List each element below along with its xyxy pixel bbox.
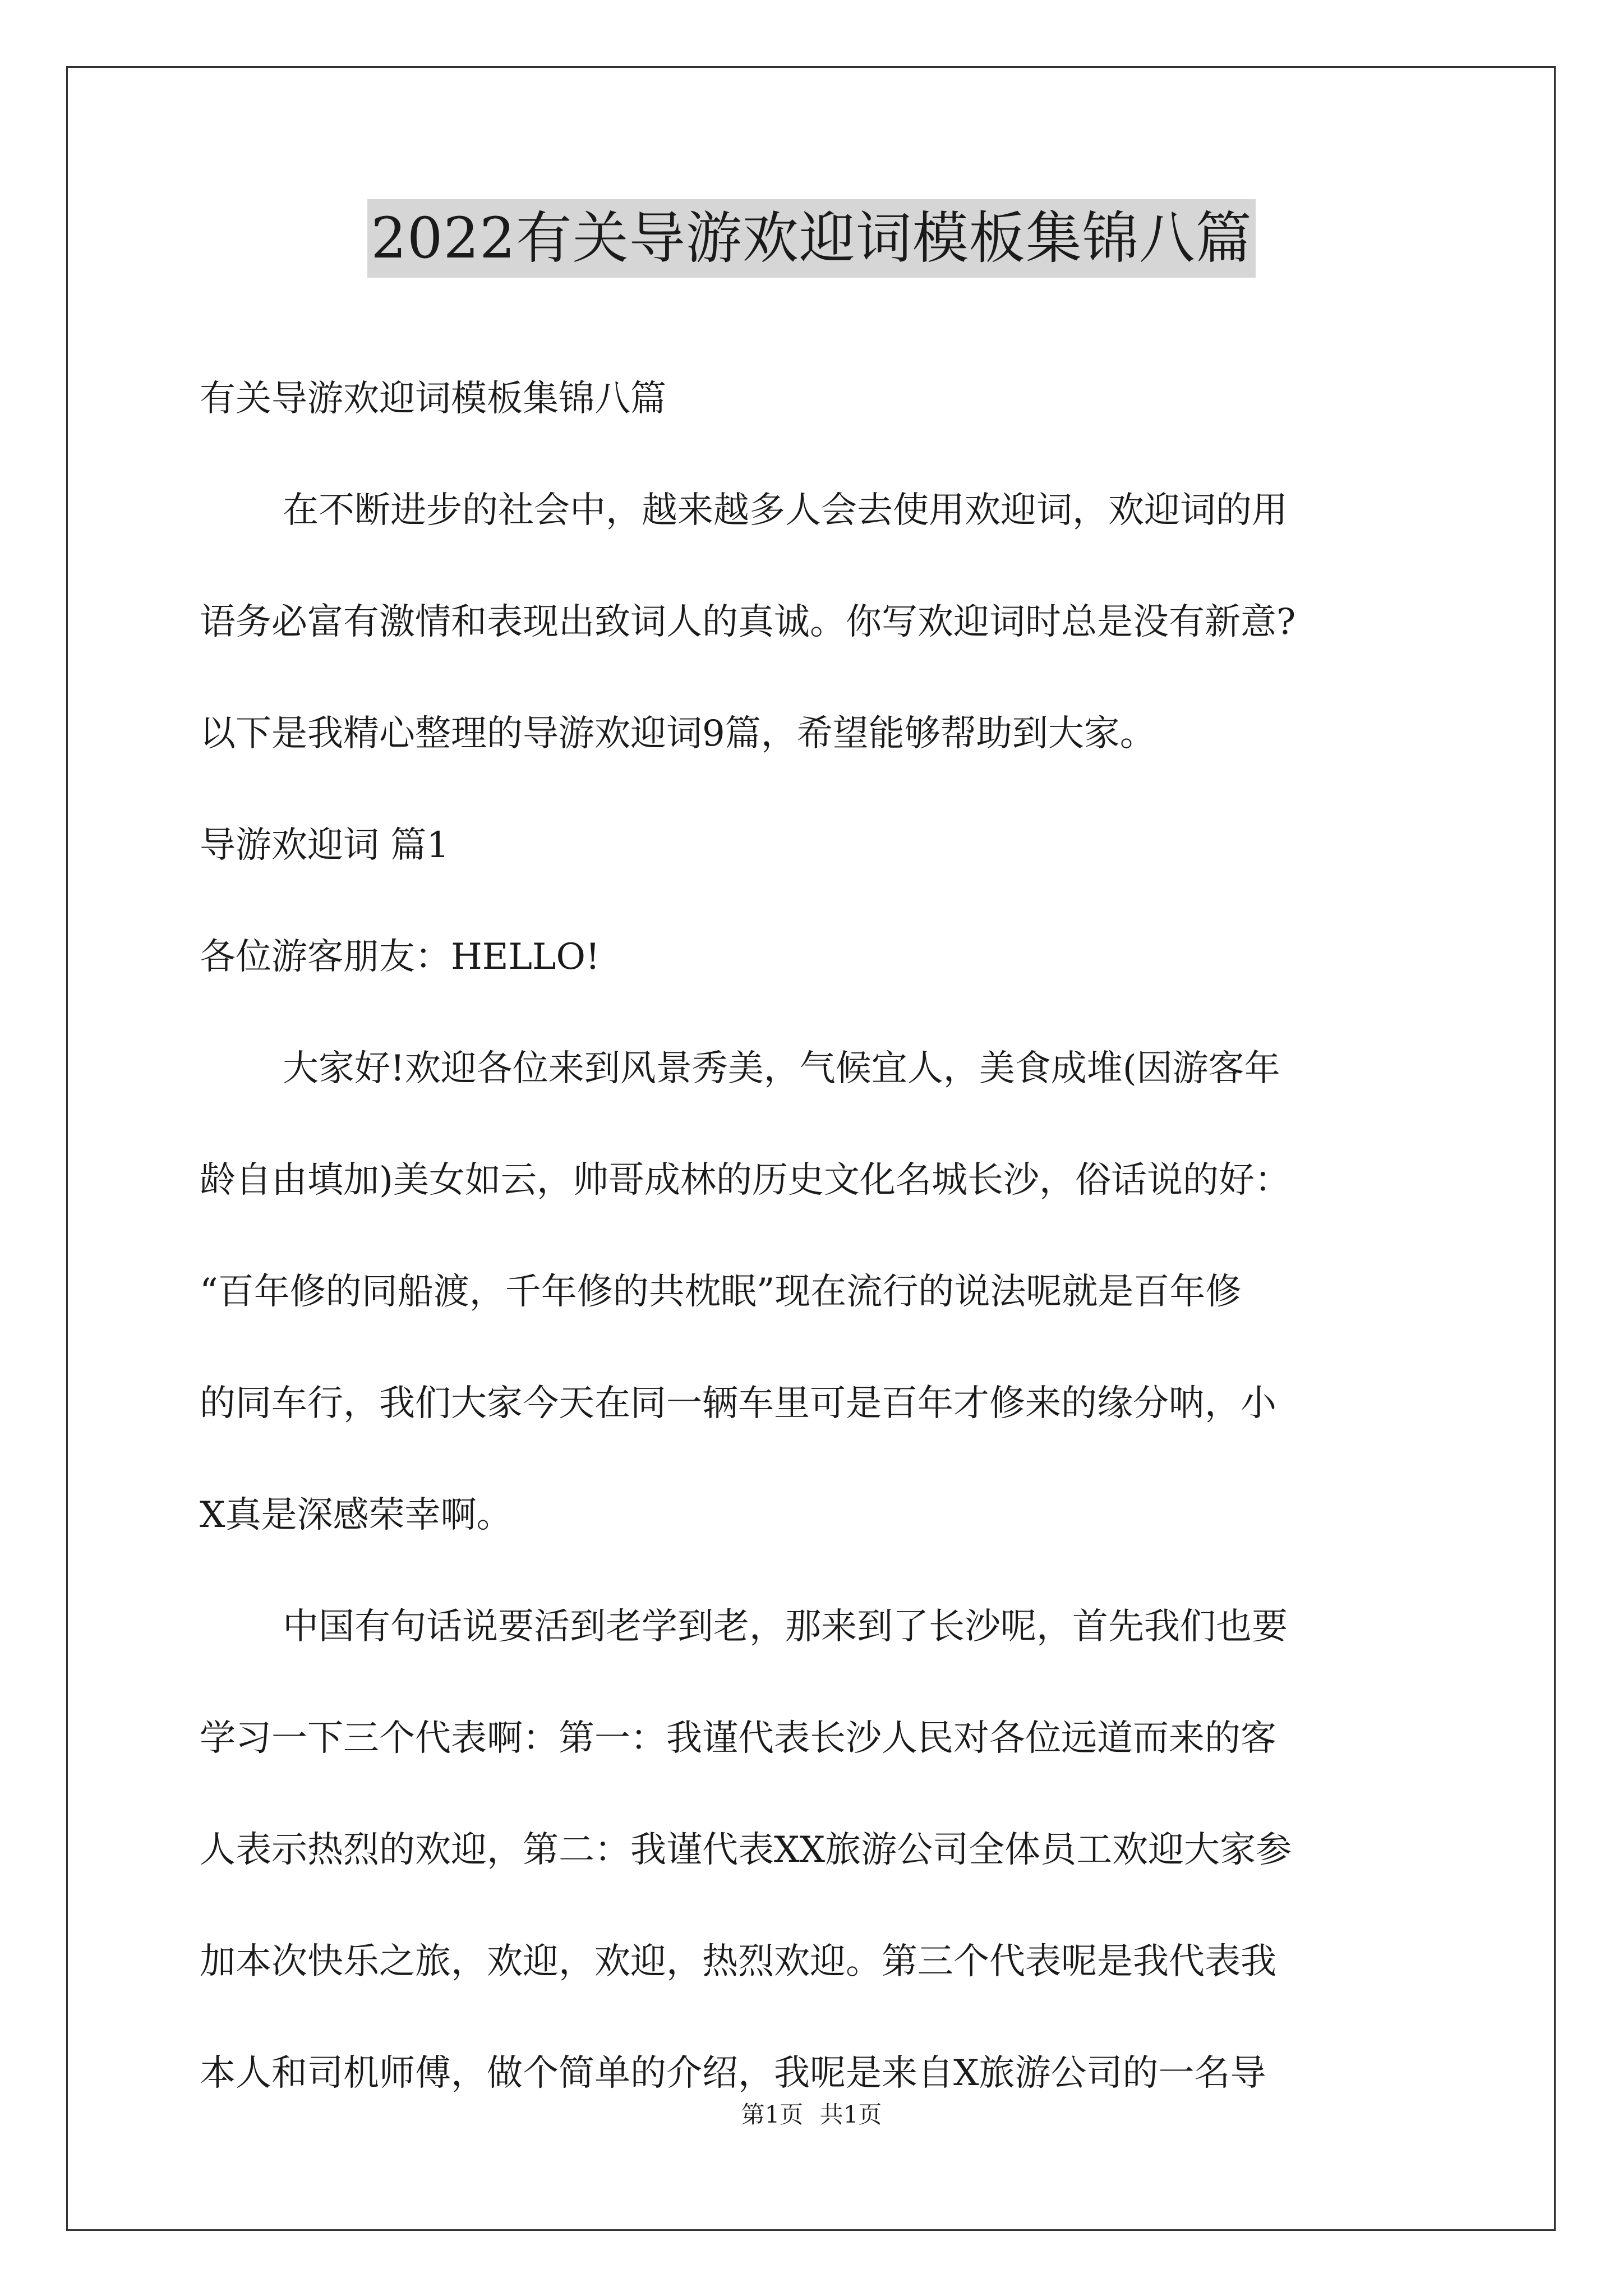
paragraph-line: 在不断进步的社会中，越来越多人会去使用欢迎词，欢迎词的用 <box>283 490 1288 531</box>
paragraph-line: 人表示热烈的欢迎，第二：我谨代表XX旅游公司全体员工欢迎大家参 <box>200 1829 1292 1871</box>
paragraph-line: 龄自由填加)美女如云，帅哥成林的历史文化名城长沙，俗话说的好： <box>200 1159 1290 1201</box>
paragraph-three-representatives <box>200 1571 1445 2129</box>
section-heading: 导游欢迎词 篇1 <box>200 825 450 866</box>
page-number: 第1页 <box>741 2101 804 2128</box>
page-footer <box>0 2098 1623 2132</box>
paragraph-line: 以下是我精心整理的导游欢迎词9篇，希望能够帮助到大家。 <box>200 713 1156 754</box>
document-body <box>200 343 1445 2129</box>
title-container <box>0 199 1623 278</box>
paragraph-line: 本人和司机师傅，做个简单的介绍，我呢是来自X旅游公司的一名导 <box>200 2053 1266 2094</box>
page-total: 共1页 <box>819 2101 882 2128</box>
paragraph-line: 语务必富有激情和表现出致词人的真诚。你写欢迎词时总是没有新意? <box>200 601 1296 643</box>
paragraph-line: 学习一下三个代表啊：第一：我谨代表长沙人民对各位远道而来的客 <box>200 1718 1276 1759</box>
paragraph-line: “百年修的同船渡，千年修的共枕眠”现在流行的说法呢就是百年修 <box>200 1271 1242 1313</box>
document-subtitle: 有关导游欢迎词模板集锦八篇 <box>200 378 666 420</box>
document-title: 2022有关导游欢迎词模板集锦八篇 <box>367 199 1256 278</box>
paragraph-line: 的同车行，我们大家今天在同一辆车里可是百年才修来的缘分呐，小 <box>200 1383 1276 1424</box>
paragraph-intro <box>200 455 1445 790</box>
paragraph-welcome <box>200 1013 1445 1571</box>
paragraph-line: X真是深感荣幸啊。 <box>200 1494 513 1536</box>
paragraph-line: 加本次快乐之旅，欢迎，欢迎，热烈欢迎。第三个代表呢是我代表我 <box>200 1941 1276 1982</box>
paragraph-line: 大家好!欢迎各位来到风景秀美，气候宜人，美食成堆(因游客年 <box>283 1048 1280 1089</box>
paragraph-line: 中国有句话说要活到老学到老，那来到了长沙呢，首先我们也要 <box>283 1606 1288 1648</box>
greeting-line: 各位游客朋友：HELLO! <box>200 936 600 978</box>
